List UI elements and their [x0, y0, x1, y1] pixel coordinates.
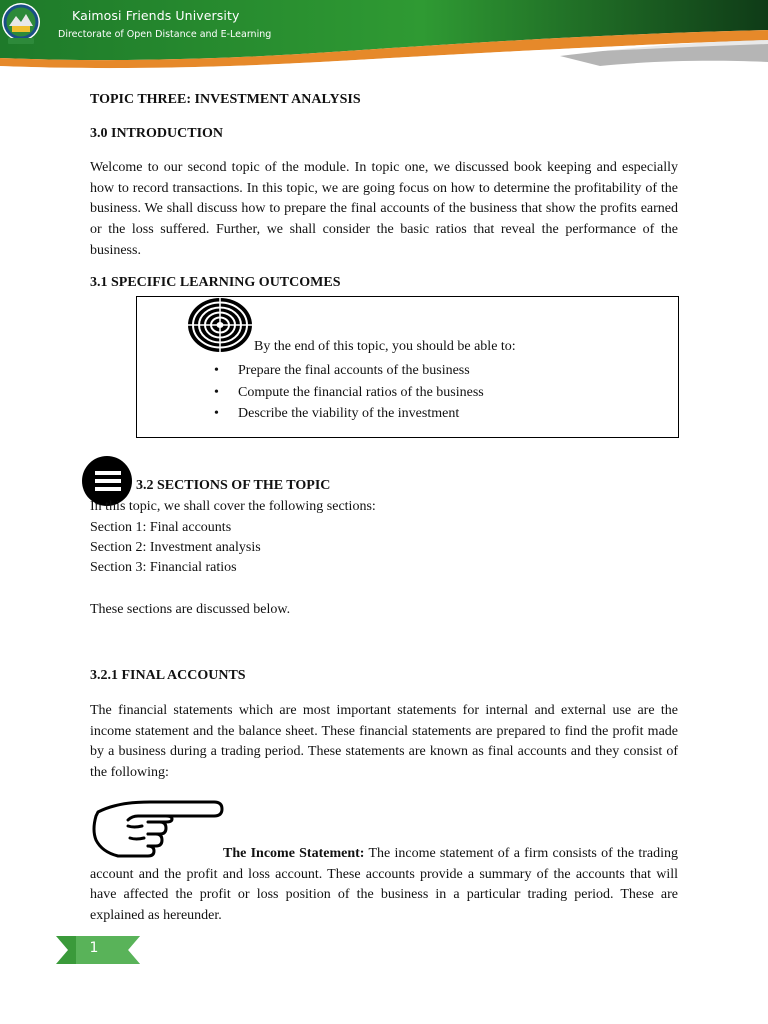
income-statement-label: The Income Statement: — [223, 846, 365, 861]
page-header-banner — [0, 0, 768, 82]
final-accounts-heading: 3.2.1 FINAL ACCOUNTS — [90, 668, 246, 683]
page-number: 1 — [89, 940, 99, 956]
sections-closing: These sections are discussed below. — [90, 602, 291, 617]
income-statement-paragraph — [90, 844, 678, 927]
section-item: Section 2: Investment analysis — [90, 540, 261, 555]
list-item: • Prepare the final accounts of the business — [214, 360, 484, 382]
sections-intro: In this topic, we shall cover the following sections: — [90, 499, 376, 514]
topic-title: TOPIC THREE: INVESTMENT ANALYSIS — [90, 92, 361, 107]
sections-heading: 3.2 SECTIONS OF THE TOPIC — [136, 478, 331, 493]
list-item: • Describe the viability of the investment — [214, 403, 484, 425]
directorate-name: Directorate of Open Distance and E-Learning — [58, 29, 272, 40]
list-item: • Compute the financial ratios of the business — [214, 382, 484, 404]
outcomes-intro: By the end of this topic, you should be able to: — [254, 339, 516, 354]
university-name: Kaimosi Friends University — [72, 8, 240, 23]
section-item: Section 3: Financial ratios — [90, 560, 237, 575]
final-accounts-paragraph: The financial statements which are most important statements for internal and external use are the income statement and the balance sheet. These financial statements are prepared to find the profit made by a business during a trading period. These statements are known as final accounts and they consist of the following: — [90, 703, 678, 781]
outcomes-heading: 3.1 SPECIFIC LEARNING OUTCOMES — [90, 275, 341, 290]
bullet: • — [214, 384, 219, 400]
intro-heading: 3.0 INTRODUCTION — [90, 126, 224, 141]
intro-paragraph: Welcome to our second topic of the module. In topic one, we discussed book keeping and especially how to record transactions. In this topic, we are going focus on how to determine the profitability of the business. We shall discuss how to prepare the final accounts of the business that show the profits earned or the loss suffered. Further, we shall consider the basic ratios that reveal the performance of the business. — [90, 160, 678, 258]
target-icon — [186, 296, 254, 354]
income-statement-text: The income statement of a firm consists of the trading account and the profit and loss account. These accounts provide a summary of the accounts that will have affected the profit or loss position of the business in a particular trading period. These are explained as hereunder. — [90, 846, 678, 924]
university-logo — [0, 0, 42, 48]
bullet: • — [214, 363, 219, 378]
outcomes-list — [214, 360, 484, 425]
section-item: Section 1: Final accounts — [90, 520, 232, 535]
bullet: • — [214, 406, 219, 422]
